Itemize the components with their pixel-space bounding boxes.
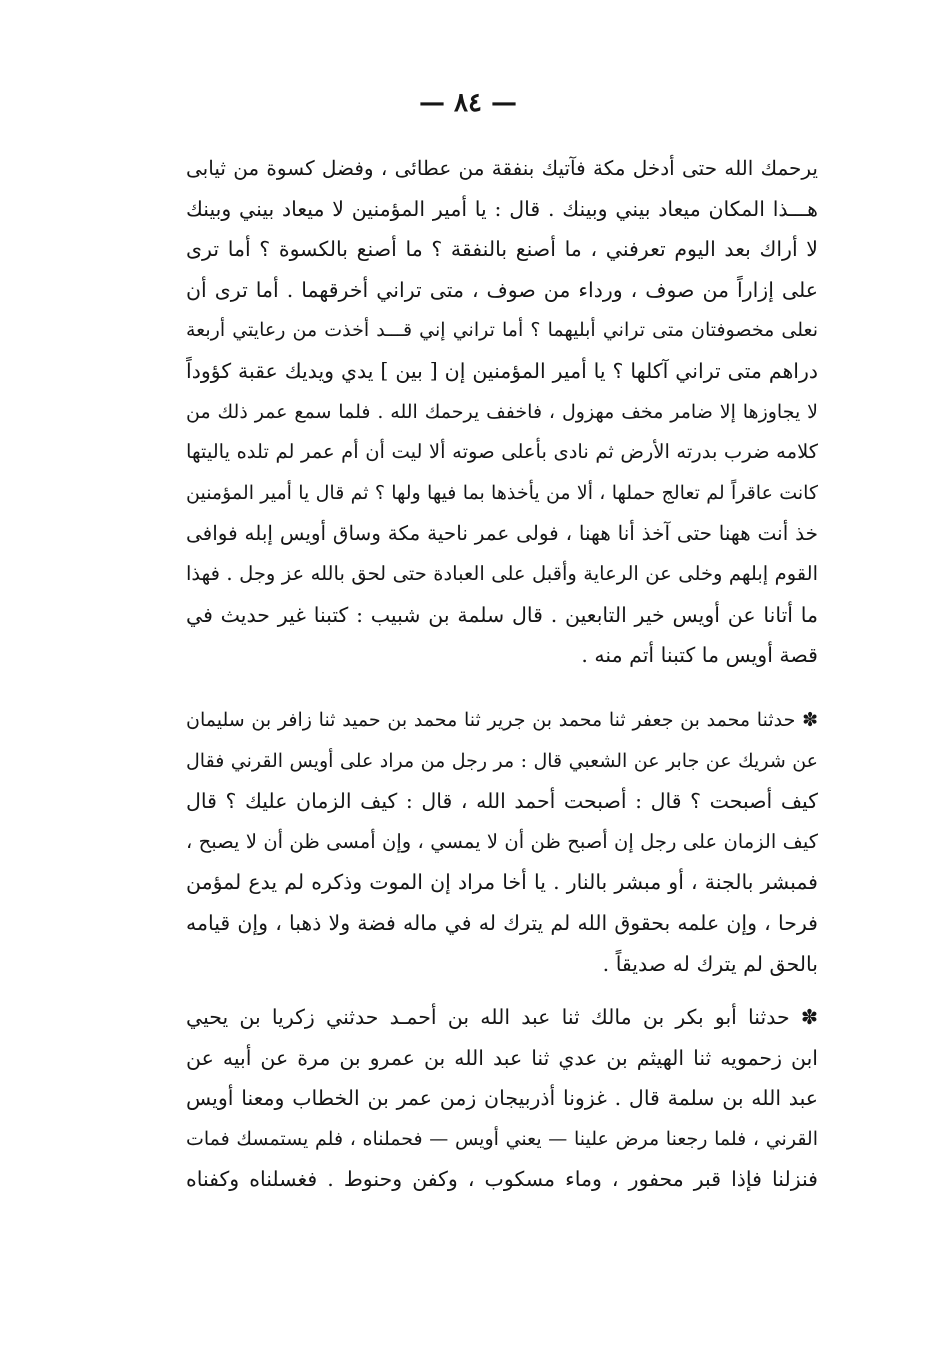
text-line: كلامه ضرب بدرته الأرض ثم نادى بأعلى صوته ألا ليت أن أم عمر لم تلده ياليتها bbox=[186, 440, 818, 464]
text-line: ما أتانا عن أويس خير التابعين . قال سلمة بن شبيب : كتبنا غير حديث في bbox=[186, 602, 818, 627]
page-number: — ٨٤ — bbox=[418, 88, 518, 118]
text-line: كانت عاقراً لم تعالج حملها ، ألا من يأخذها بما فيها ولها ؟ ثم قال يا أمير المؤمنين bbox=[186, 481, 818, 504]
text-line: على إزاراً من صوف ، ورداء من صوف ، متى تراني أخرقهما . أما ترى أن bbox=[186, 277, 818, 302]
text-line: لا أراك بعد اليوم تعرفني ، ما أصنع بالنفقة ؟ ما أصنع بالكسوة ؟ أما ترى bbox=[186, 237, 818, 262]
paragraph-owais-story bbox=[186, 148, 818, 676]
text-line: خذ أنت ههنا حتى آخذ أنا ههنا ، فولى عمر ناحية مكة وساق أويس إبله فوافى bbox=[186, 521, 818, 546]
text-line: ✽ حدثنا أبو بكر بن مالك ثنا عبد الله بن أحمـد حدثني زكريا بن يحيي bbox=[186, 1005, 818, 1029]
paragraph-hadith-murad bbox=[186, 700, 818, 984]
text-line: فنزلنا فإذا قبر محفور ، وماء مسكوب ، وكفن وحنوط . فغسلناه وكفناه bbox=[186, 1167, 818, 1192]
text-line: ابن زحمويه ثنا الهيثم بن عدي ثنا عبد الله بن عمرو بن مرة عن أبيه عن bbox=[186, 1045, 818, 1070]
text-line: فرحا ، وإن علمه بحقوق الله لم يترك له في ماله فضة ولا ذهبا ، وإن قيامه bbox=[186, 910, 818, 935]
text-line: كيف أصبحت ؟ قال : أصبحت أحمد الله ، قال : كيف الزمان عليك ؟ قال bbox=[186, 789, 818, 814]
text-line: يرحمك الله حتى أدخل مكة فآتيك بنفقة من عطائى ، وفضل كسوة من ثيابى bbox=[186, 156, 818, 180]
text-line: هـــذا المكان ميعاد بيني وبينك . قال : يا أمير المؤمنين لا ميعاد بيني وبينك bbox=[186, 196, 818, 221]
text-line: القوم إبلهم وخلى عن الرعاية وأقبل على العبادة حتى لحق بالله عز وجل . فهذا bbox=[186, 561, 818, 585]
text-line: نعلى مخصوفتان متى تراني أبليهما ؟ أما تراني إني قـــد أخذت من رعايتي أربعة bbox=[186, 319, 818, 342]
text-line: القرني ، فلما رجعنا مرض علينا — يعني أويس — فحملناه ، فلم يستمسك فمات bbox=[186, 1127, 818, 1150]
text-line: عن شريك عن جابر عن الشعبي قال : مر رجل من مراد على أويس القرني فقال bbox=[186, 749, 818, 772]
paragraph-hadith-azerbaijan bbox=[186, 997, 818, 1200]
text-line: عبد الله بن سلمة قال . غزونا أذربيجان زمن عمر بن الخطاب ومعنا أويس bbox=[186, 1086, 818, 1111]
text-line: كيف الزمان على رجل إن أصبح ظن أن لا يمسي ، وإن أمسى ظن أن لا يصبح ، bbox=[186, 829, 818, 853]
text-line: فمبشر بالجنة ، أو مبشر بالنار . يا أخا مراد إن الموت وذكره لم يدع لمؤمن bbox=[186, 870, 818, 895]
text-line: دراهم متى تراني آكلها ؟ يا أمير المؤمنين إن [ بين ] يدي ويديك عقبة كؤوداً bbox=[186, 358, 818, 383]
text-line: بالحق لم يترك له صديقاً . bbox=[602, 951, 818, 976]
text-line: ✽ حدثنا محمد بن جعفر ثنا محمد بن جرير ثنا محمد بن حميد ثنا زافر بن سليمان bbox=[186, 709, 818, 731]
text-line: لا يجاوزها إلا ضامر مخف مهزول ، فاخفف يرحمك الله . فلما سمع عمر ذلك من bbox=[186, 400, 818, 423]
text-line: قصة أويس ما كتبنا أتم منه . bbox=[581, 643, 818, 668]
